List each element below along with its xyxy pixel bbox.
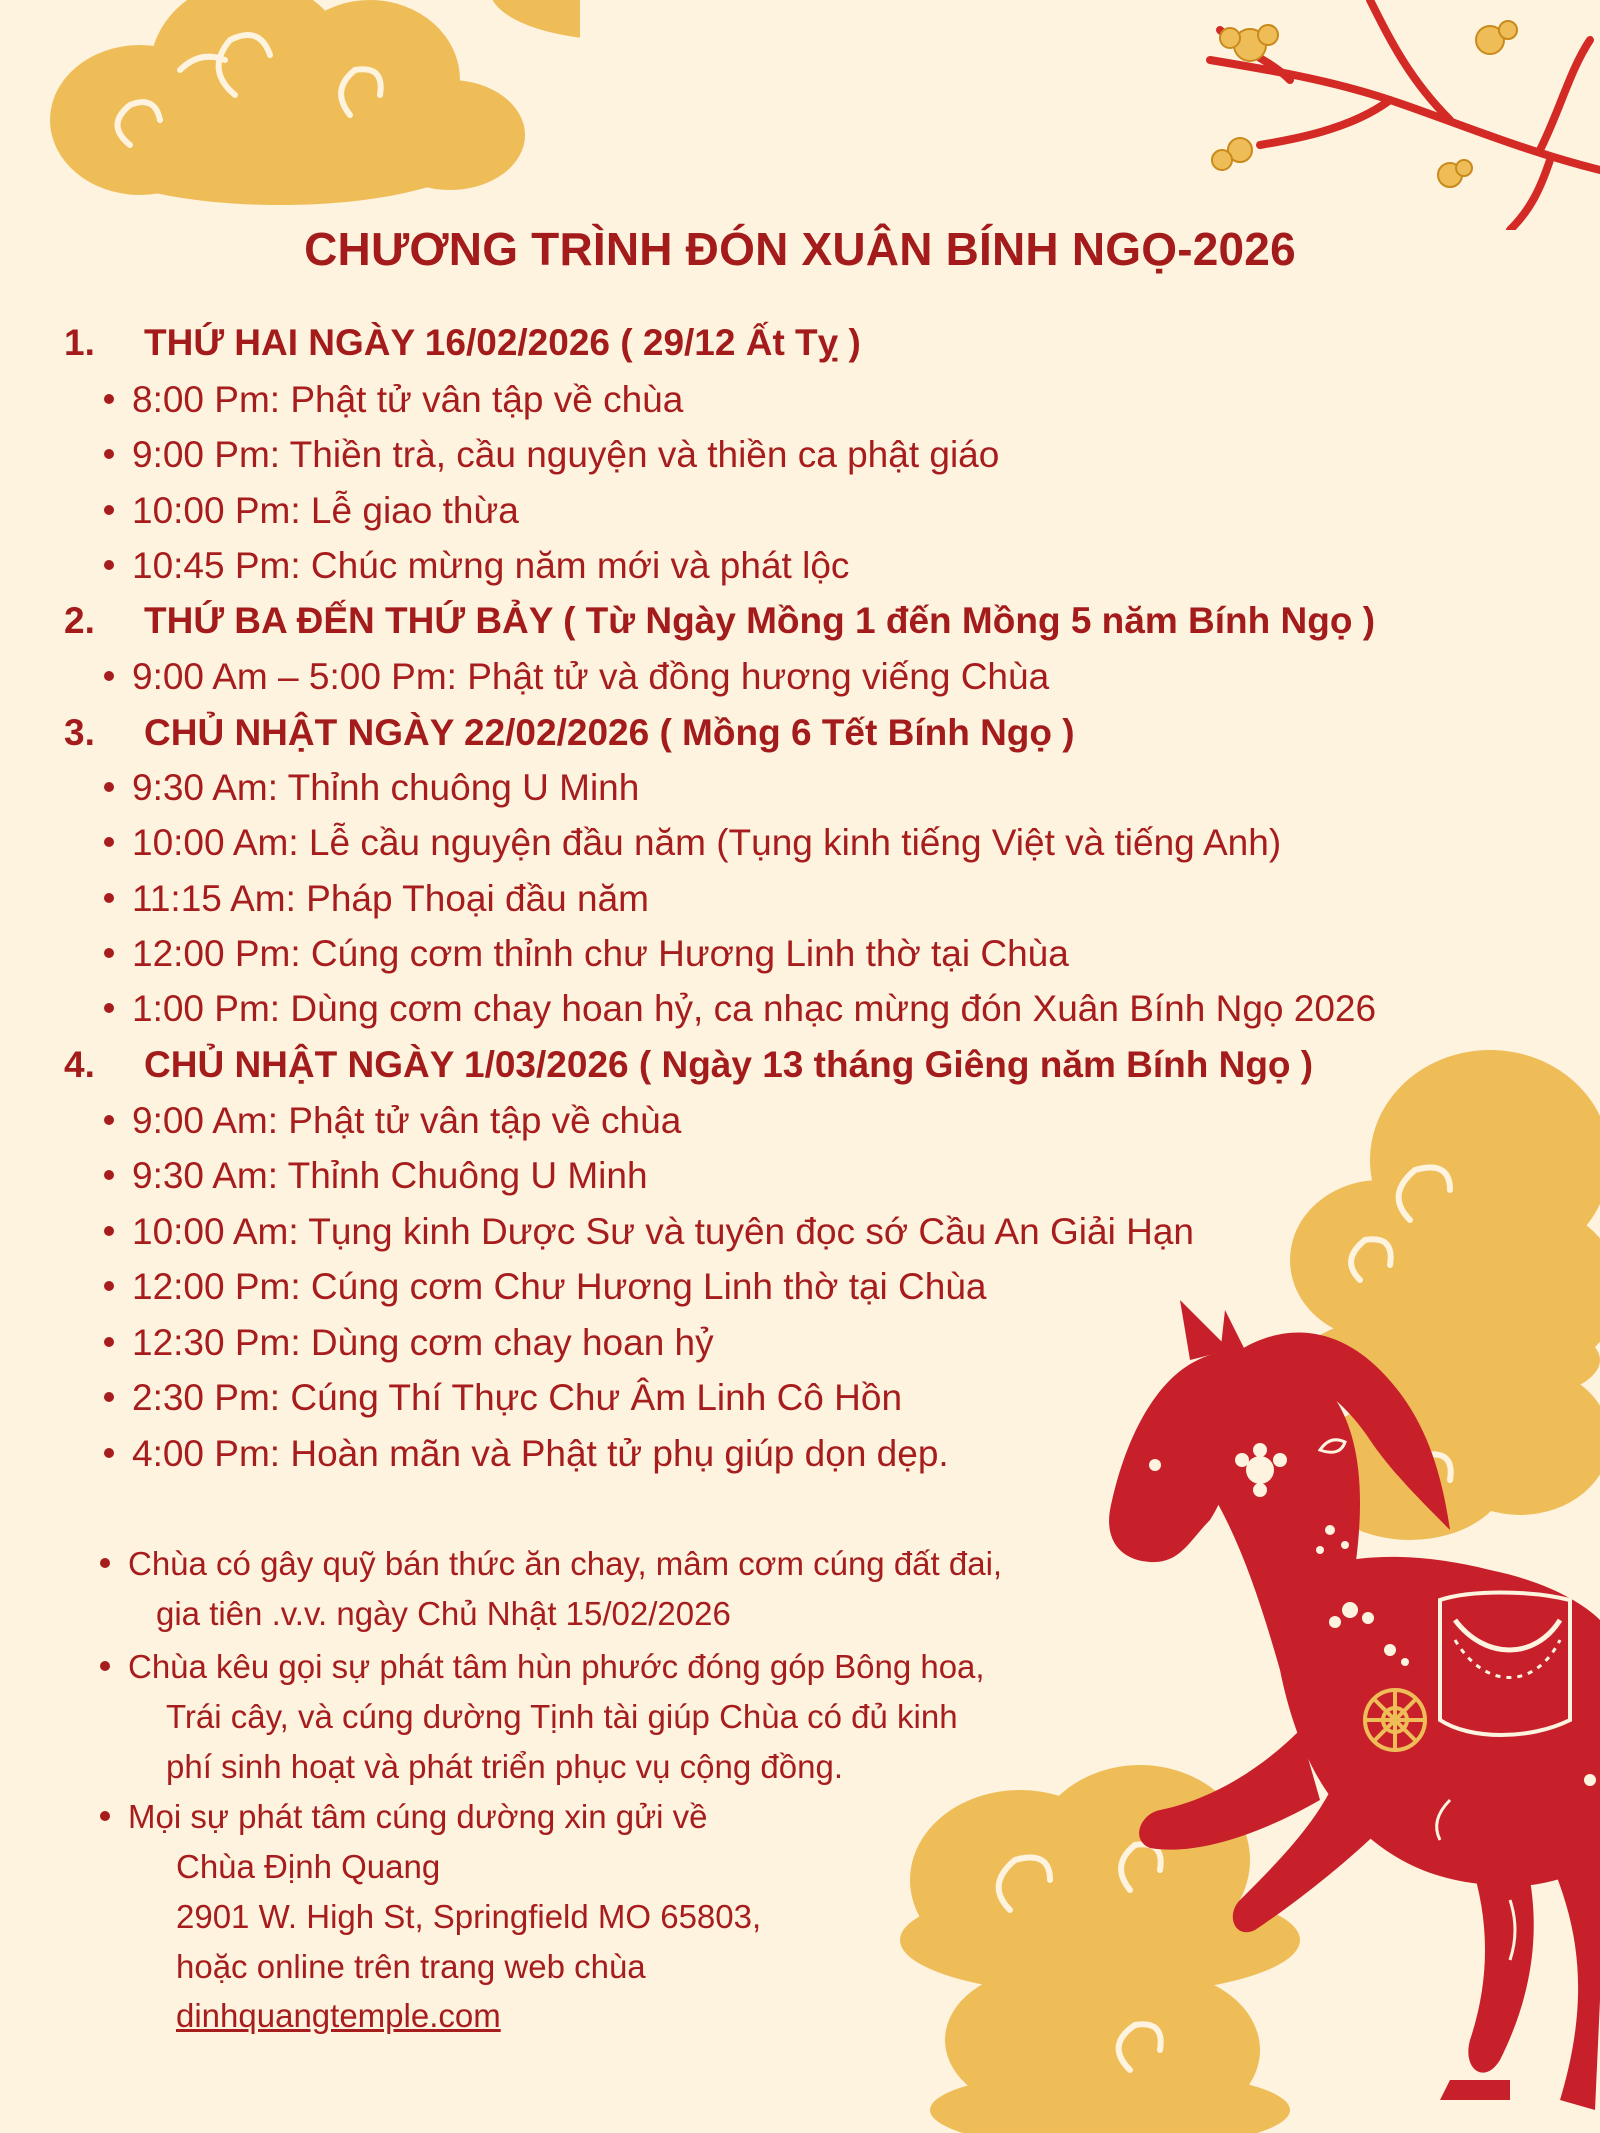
schedule-item	[104, 1266, 987, 1308]
schedule-item	[104, 1211, 1194, 1253]
schedule-item	[104, 878, 649, 920]
bullet-icon	[104, 449, 114, 459]
bullet-icon	[104, 560, 114, 570]
note-item	[100, 1545, 1002, 1583]
bullet-icon	[104, 1226, 114, 1236]
schedule-item	[104, 656, 1049, 698]
bullet-icon	[100, 1811, 110, 1821]
schedule-item-text: 9:00 Pm: Thiền trà, cầu nguyện và thiền ca phật giáo	[132, 434, 1000, 475]
bullet-icon	[104, 1115, 114, 1125]
schedule-item-text: 12:30 Pm: Dùng cơm chay hoan hỷ	[132, 1322, 714, 1363]
note-text: phí sinh hoạt và phát triển phục vụ cộng đồng.	[166, 1748, 843, 1785]
note-text: gia tiên .v.v. ngày Chủ Nhật 15/02/2026	[156, 1595, 731, 1632]
schedule-item-text: 9:00 Am: Phật tử vân tập về chùa	[132, 1100, 682, 1141]
bullet-icon	[104, 671, 114, 681]
bullet-icon	[104, 782, 114, 792]
note-item	[100, 1798, 708, 1836]
schedule-item-text: 11:15 Am: Pháp Thoại đầu năm	[132, 878, 649, 919]
note-item	[100, 1648, 985, 1686]
section-number: 1.	[64, 322, 95, 363]
bullet-icon	[104, 1337, 114, 1347]
schedule-item	[104, 434, 999, 476]
note-text: Chùa có gây quỹ bán thức ăn chay, mâm cơm cúng đất đai,	[128, 1545, 1003, 1582]
schedule-item-text: 2:30 Pm: Cúng Thí Thực Chư Âm Linh Cô Hồn	[132, 1377, 903, 1418]
schedule-item-text: 10:45 Pm: Chúc mừng năm mới và phát lộc	[132, 545, 850, 586]
schedule-item	[104, 988, 1376, 1030]
temple-name: Chùa Định Quang	[176, 1848, 441, 1885]
note-text: Chùa kêu gọi sự phát tâm hùn phước đóng góp Bông hoa,	[128, 1648, 985, 1685]
bullet-icon	[100, 1661, 110, 1671]
page-title: CHƯƠNG TRÌNH ĐÓN XUÂN BÍNH NGỌ-2026	[304, 223, 1296, 275]
schedule-item	[104, 545, 849, 587]
note-text: Trái cây, và cúng dường Tịnh tài giúp Chùa có đủ kinh	[166, 1698, 958, 1735]
bullet-icon	[104, 1392, 114, 1402]
schedule-item-text: 12:00 Pm: Cúng cơm thỉnh chư Hương Linh thờ tại Chùa	[132, 933, 1069, 974]
section-number: 3.	[64, 712, 95, 753]
schedule-item-text: 10:00 Am: Tụng kinh Dược Sư và tuyên đọc sớ Cầu An Giải Hạn	[132, 1211, 1194, 1252]
schedule-item	[104, 767, 639, 809]
schedule-item-text: 10:00 Am: Lễ cầu nguyện đầu năm (Tụng kinh tiếng Việt và tiếng Anh)	[132, 822, 1282, 863]
schedule-item-text: 9:30 Am: Thỉnh chuông U Minh	[132, 767, 640, 808]
section-number: 2.	[64, 600, 95, 641]
schedule-item	[104, 1433, 949, 1475]
note-text: Mọi sự phát tâm cúng dường xin gửi về	[128, 1798, 708, 1835]
schedule-item	[104, 1100, 681, 1142]
schedule-item	[104, 379, 683, 421]
bullet-icon	[104, 893, 114, 903]
bullet-icon	[104, 1003, 114, 1013]
schedule-item-text: 10:00 Pm: Lễ giao thừa	[132, 490, 519, 531]
schedule-item	[104, 933, 1069, 975]
cloud-icon	[20, 0, 580, 230]
bullet-icon	[100, 1558, 110, 1568]
schedule-item-text: 9:30 Am: Thỉnh Chuông U Minh	[132, 1155, 648, 1196]
schedule-item	[104, 1155, 648, 1197]
bullet-icon	[104, 505, 114, 515]
schedule-item-text: 12:00 Pm: Cúng cơm Chư Hương Linh thờ tại Chùa	[132, 1266, 987, 1307]
schedule-item-text: 4:00 Pm: Hoàn mãn và Phật tử phụ giúp dọn dẹp.	[132, 1433, 949, 1474]
schedule-item	[104, 1322, 714, 1364]
temple-address: 2901 W. High St, Springfield MO 65803,	[176, 1898, 762, 1935]
bullet-icon	[104, 394, 114, 404]
section-heading-text: CHỦ NHẬT NGÀY 22/02/2026 ( Mồng 6 Tết Bính Ngọ )	[144, 712, 1075, 753]
schedule-item-text: 8:00 Pm: Phật tử vân tập về chùa	[132, 379, 684, 420]
schedule-item-text: 1:00 Pm: Dùng cơm chay hoan hỷ, ca nhạc mừng đón Xuân Bính Ngọ 2026	[132, 988, 1377, 1029]
section-number: 4.	[64, 1044, 95, 1085]
bullet-icon	[104, 948, 114, 958]
section-heading	[64, 600, 1375, 642]
bullet-icon	[104, 837, 114, 847]
section-heading-text: THỨ HAI NGÀY 16/02/2026 ( 29/12 Ất Tỵ )	[144, 322, 861, 363]
schedule-item	[104, 490, 519, 532]
section-heading-text: CHỦ NHẬT NGÀY 1/03/2026 ( Ngày 13 tháng Giêng năm Bính Ngọ )	[144, 1044, 1314, 1085]
schedule-item-text: 9:00 Am – 5:00 Pm: Phật tử và đồng hương viếng Chùa	[132, 656, 1050, 697]
plum-blossom-branch-icon	[1090, 0, 1600, 230]
schedule-item	[104, 822, 1281, 864]
bullet-icon	[104, 1170, 114, 1180]
website-link[interactable]: dinhquangtemple.com	[176, 1997, 501, 2034]
section-heading	[64, 1044, 1313, 1086]
section-heading-text: THỨ BA ĐẾN THỨ BẢY ( Từ Ngày Mồng 1 đến Mồng 5 năm Bính Ngọ )	[144, 600, 1376, 641]
bullet-icon	[104, 1281, 114, 1291]
note-text: hoặc online trên trang web chùa	[176, 1948, 646, 1985]
section-heading	[64, 322, 861, 364]
section-heading	[64, 712, 1075, 754]
schedule-item	[104, 1377, 902, 1419]
red-horse-icon	[1090, 1300, 1600, 2133]
bullet-icon	[104, 1448, 114, 1458]
